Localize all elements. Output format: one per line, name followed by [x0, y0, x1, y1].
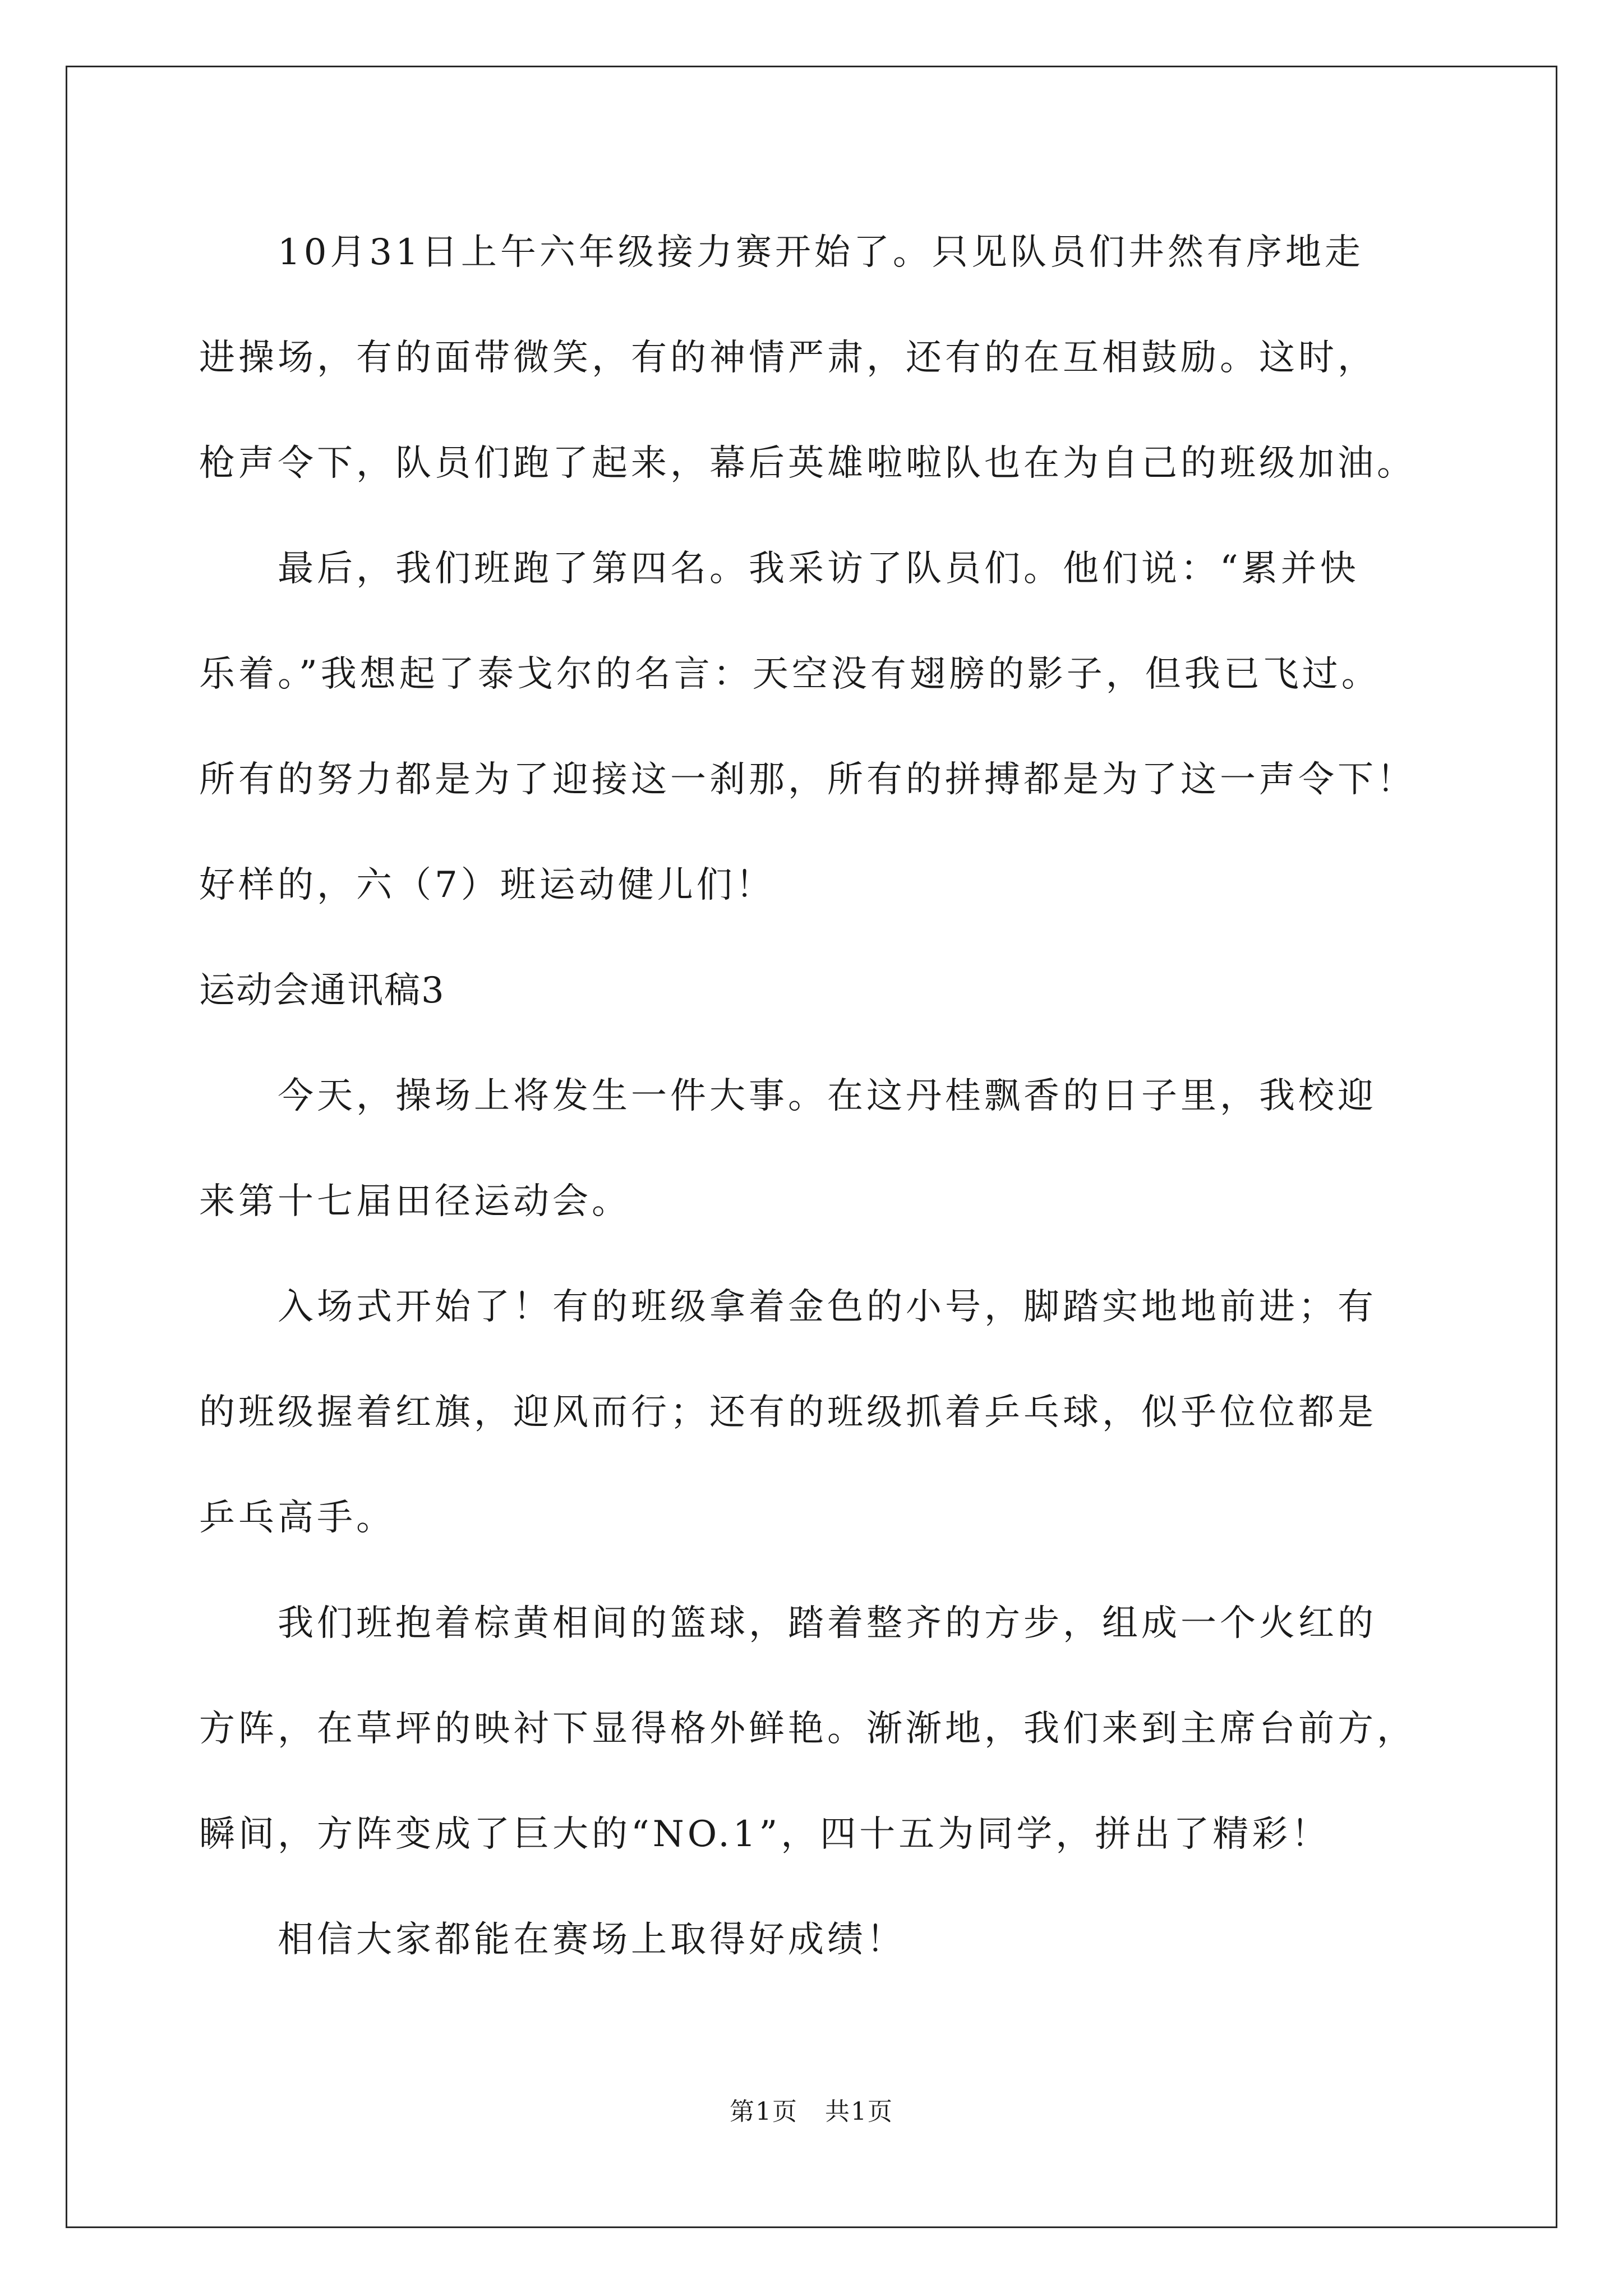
text-line: 方阵，在草坪的映衬下显得格外鲜艳。渐渐地，我们来到主席台前方，	[199, 1708, 1416, 1750]
document-body	[199, 219, 1433, 2012]
text-line: 入场式开始了！有的班级拿着金色的小号，脚踏实地地前进；有	[199, 1286, 1377, 1328]
text-line: 我们班抱着棕黄相间的篮球，踏着整齐的方步，组成一个火红的	[199, 1603, 1377, 1644]
page-footer	[0, 2091, 1623, 2127]
text-line: 瞬间，方阵变成了巨大的“NO.1”，四十五为同学，拼出了精彩！	[199, 1814, 1331, 1855]
text-line: 所有的努力都是为了迎接这一刹那，所有的拼搏都是为了这一声令下！	[199, 759, 1416, 800]
text-line: 10月31日上午六年级接力赛开始了。只见队员们井然有序地走	[199, 232, 1364, 273]
section-heading: 运动会通讯稿3	[199, 970, 445, 1011]
text-line: 乒乓高手。	[199, 1497, 395, 1539]
text-line: 今天，操场上将发生一件大事。在这丹桂飘香的日子里，我校迎	[199, 1075, 1377, 1117]
text-line: 最后，我们班跑了第四名。我采访了队员们。他们说：“累并快	[199, 548, 1359, 590]
text-line: 来第十七届田径运动会。	[199, 1181, 631, 1222]
text-line: 相信大家都能在赛场上取得好成绩！	[199, 1919, 906, 1961]
page-number-total: 共1页	[825, 2097, 893, 2126]
page-number-current: 第1页	[730, 2097, 798, 2126]
text-line: 好样的，六（7）班运动健儿们！	[199, 864, 775, 906]
text-line: 进操场，有的面带微笑，有的神情严肃，还有的在互相鼓励。这时，	[199, 337, 1377, 379]
text-line: 枪声令下，队员们跑了起来，幕后英雄啦啦队也在为自己的班级加油。	[199, 443, 1416, 484]
text-line: 乐着。”我想起了泰戈尔的名言：天空没有翅膀的影子，但我已飞过。	[199, 654, 1381, 695]
text-line: 的班级握着红旗，迎风而行；还有的班级抓着乒乓球，似乎位位都是	[199, 1392, 1377, 1433]
